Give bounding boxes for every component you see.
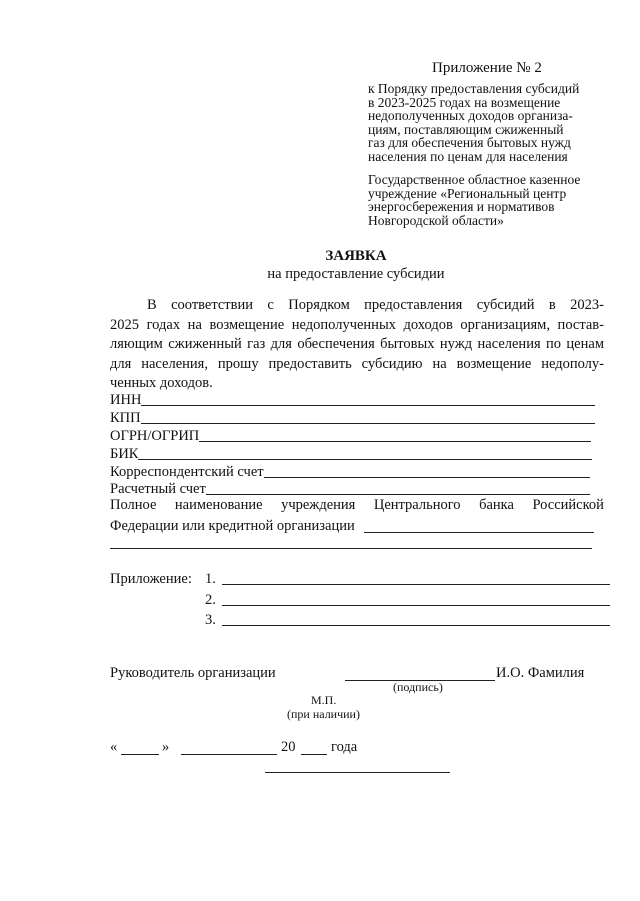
- bottom-rule: [265, 772, 450, 773]
- annex-line: к Порядку предоставления субсидий: [368, 81, 580, 96]
- bik-label: БИК: [110, 446, 139, 462]
- inn-input-line[interactable]: [141, 404, 595, 406]
- bank-name-input-line-2[interactable]: [110, 548, 592, 549]
- bank-word: банка: [479, 497, 514, 513]
- signature-caption: (подпись): [393, 680, 443, 694]
- bank-name-input-line[interactable]: [364, 532, 594, 533]
- ogrn-input-line[interactable]: [199, 440, 591, 442]
- inn-label: ИНН: [110, 392, 142, 408]
- stamp-note: (при наличии): [287, 707, 360, 721]
- kpp-field[interactable]: [110, 410, 595, 427]
- date-day-line[interactable]: [121, 754, 159, 755]
- settlement-account-field[interactable]: [110, 481, 590, 498]
- kpp-input-line[interactable]: [141, 422, 595, 424]
- recipient-line: Государственное областное казенное: [368, 172, 581, 187]
- corr-account-field[interactable]: [110, 464, 590, 481]
- bik-input-line[interactable]: [138, 458, 592, 460]
- attachment-input-line[interactable]: [222, 584, 610, 585]
- paragraph-line: 2025 годах на возмещение недополученных доходов организациям, постав-: [110, 316, 604, 333]
- stamp-label: М.П.: [311, 693, 337, 707]
- date-year-line[interactable]: [301, 754, 327, 755]
- annex-line: недополученных доходов организа-: [368, 108, 573, 123]
- annex-line: газ для обеспечения бытовых нужд: [368, 135, 571, 150]
- annex-line: циям, поставляющим сжиженный: [368, 121, 564, 137]
- settlement-account-input-line[interactable]: [206, 493, 590, 495]
- paragraph-line: для населения, прошу предоставить субсидию на возмещение недополу-: [110, 355, 604, 372]
- attachments-label: Приложение:: [110, 571, 192, 587]
- date-open-quote: «: [110, 739, 118, 755]
- bank-name-line-2: Федерации или кредитной организации: [110, 518, 355, 534]
- bik-field[interactable]: [110, 446, 592, 463]
- document-title: ЗАЯВКА: [325, 248, 387, 264]
- head-name: И.О. Фамилия: [496, 665, 585, 681]
- bank-word: Полное: [110, 497, 157, 513]
- inn-field[interactable]: [110, 392, 595, 409]
- document-subtitle: на предоставление субсидии: [267, 266, 445, 282]
- annex-line: в 2023-2025 годах на возмещение: [368, 94, 561, 110]
- attachment-input-line[interactable]: [222, 625, 610, 626]
- bank-word: учреждения: [281, 497, 356, 513]
- annex-description: [368, 82, 618, 163]
- ogrn-field[interactable]: [110, 428, 591, 445]
- kpp-label: КПП: [110, 410, 141, 426]
- head-position: Руководитель организации: [110, 665, 276, 681]
- date-close-quote: »: [162, 739, 170, 755]
- recipient-line: энергосбережения и нормативов: [368, 199, 555, 214]
- corr-account-input-line[interactable]: [264, 476, 590, 478]
- attachment-number: 1.: [205, 571, 216, 587]
- corr-account-label: Корреспондентский счет: [110, 464, 264, 480]
- settlement-account-label: Расчетный счет: [110, 481, 206, 497]
- paragraph-line: В соответствии с Порядком предоставления субсидий в 2023-: [147, 297, 604, 313]
- recipient-line: Новгородской области»: [368, 212, 504, 228]
- paragraph-line: ченных доходов.: [110, 375, 213, 391]
- recipient-block: [368, 173, 580, 227]
- date-month-line[interactable]: [181, 754, 277, 755]
- annex-line: населения по ценам для населения: [368, 148, 568, 164]
- bank-name-line-1: [110, 497, 604, 514]
- ogrn-label: ОГРН/ОГРИП: [110, 428, 200, 444]
- recipient-line: учреждение «Региональный центр: [368, 185, 567, 201]
- attachment-number: 3.: [205, 612, 216, 628]
- attachment-input-line[interactable]: [222, 605, 610, 606]
- request-paragraph: [110, 296, 604, 394]
- date-century: 20: [281, 739, 296, 755]
- bank-word: Центрального: [373, 497, 461, 513]
- paragraph-line: ляющим сжиженный газ для обеспечения бытовых нужд населения по ценам: [110, 336, 604, 352]
- date-year-word: года: [331, 739, 358, 755]
- annex-title: Приложение № 2: [432, 60, 542, 76]
- bank-word: Российской: [532, 497, 604, 513]
- bank-word: наименование: [174, 497, 263, 513]
- attachment-number: 2.: [205, 592, 216, 608]
